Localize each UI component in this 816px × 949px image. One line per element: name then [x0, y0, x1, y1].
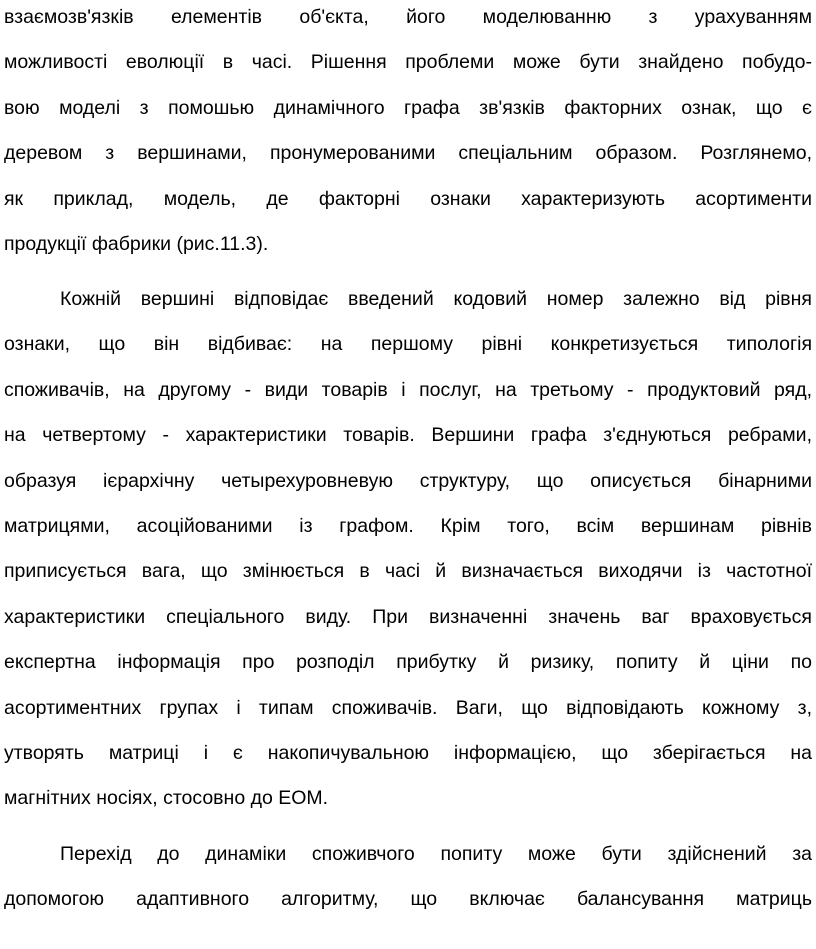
text-line: асортиментних групах і типам споживачів. Ваги, що відповідають кожному з, — [4, 696, 812, 719]
text-line: образуя ієрархічну четырехуровневую структуру, що описується бінарними — [4, 469, 812, 492]
text-line: можливості еволюції в часі. Рішення проблеми може бути знайдено побудо- — [4, 51, 812, 74]
text-line: приписується вага, що змінюється в часі й визначається виходячи із частотної — [4, 560, 812, 583]
text-line: як приклад, модель, де факторні ознаки характеризують асортименти — [4, 187, 812, 210]
text-line: деревом з вершинами, пронумерованими спеціальним образом. Розглянемо, — [4, 142, 812, 165]
text-line: Кожній вершині відповідає введений кодовий номер залежно від рівня — [60, 288, 812, 310]
text-line: ознаки, що він відбиває: на першому рівні конкретизується типологія — [4, 333, 812, 356]
text-line: експертна інформація про розподіл прибутку й ризику, попиту й ціни по — [4, 651, 812, 674]
text-line: характеристики спеціального виду. При визначенні значень ваг враховується — [4, 605, 812, 628]
paragraph-1 — [4, 0, 812, 267]
text-line: вою моделі з помошью динамічного графа зв'язків факторних ознак, що є — [4, 96, 812, 119]
text-line: продукції фабрики (рис.11.3). — [4, 232, 269, 255]
paragraph-3 — [4, 832, 812, 923]
text-line: взаємозв'язків елементів об'єкта, його моделюванню з урахуванням — [4, 6, 812, 28]
text-line: на четвертому - характеристики товарів. Вершини графа з'єднуються ребрами, — [4, 424, 812, 447]
text-line: Перехід до динаміки споживчого попиту може бути здійснений за — [60, 843, 812, 865]
text-line: матрицями, асоційованими із графом. Крім того, всім вершинам рівнів — [4, 514, 812, 537]
text-line: магнітних носіях, стосовно до ЕОМ. — [4, 787, 329, 810]
text-line: допомогою адаптивного алгоритму, що включає балансування матриць — [4, 888, 812, 911]
text-line: утворять матриці і є накопичувальною інформацією, що зберігається на — [4, 741, 812, 764]
text-line: споживачів, на другому - види товарів і послуг, на третьому - продуктовий ряд, — [4, 378, 812, 401]
paragraph-2 — [4, 277, 812, 822]
